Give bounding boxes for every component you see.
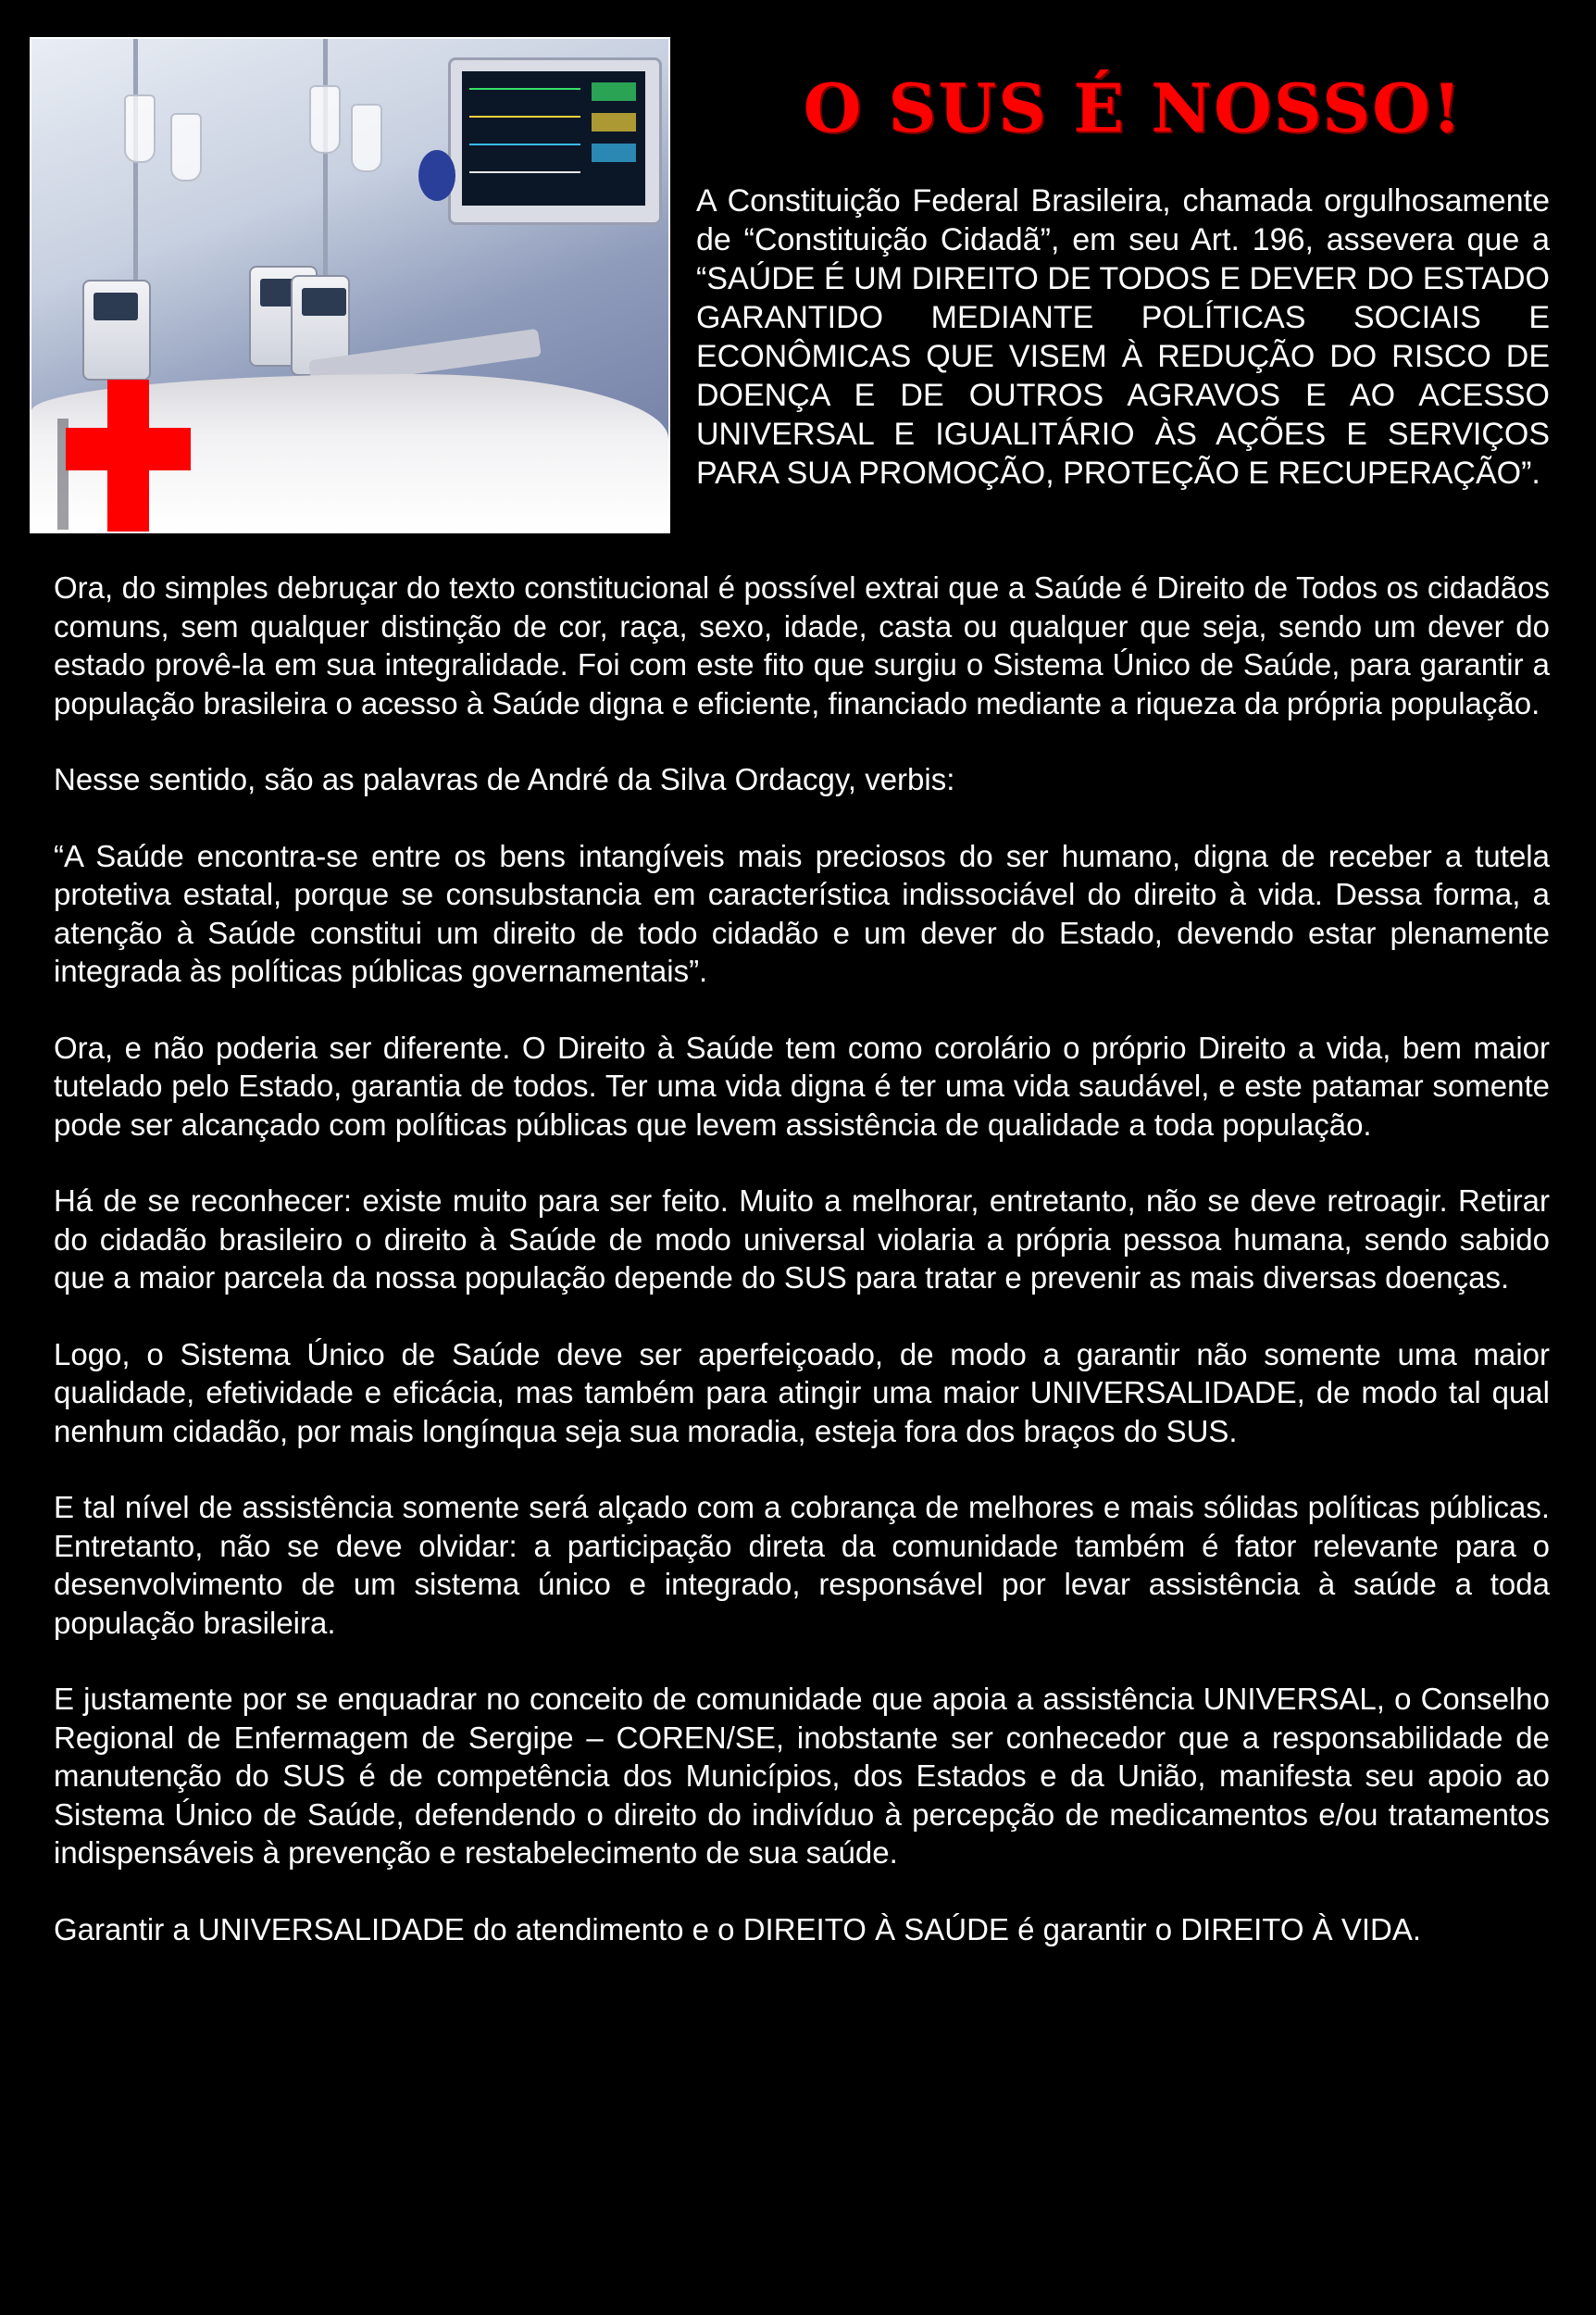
monitor-readout (592, 113, 636, 131)
iv-bag (351, 104, 382, 172)
intro-paragraph: A Constituição Federal Brasileira, chamada orgulhosamente de “Constituição Cidadã”, em seu Art. 196, assevera que a “SAÚDE É UM DIREITO DE TODOS E DEVER DO ESTADO GARANTIDO MEDIANTE POLÍTICAS SOCIAIS E ECONÔMICAS QUE VISEM À REDUÇÃO DO RISCO DE DOENÇA E DE OUTROS AGRAVOS E AO ACESSO UNIVERSAL E IGUALITÁRIO ÀS AÇÕES E SERVIÇOS PARA SUA PROMOÇÃO, PROTEÇÃO E RECUPERAÇÃO”. (696, 183, 1550, 491)
body-paragraph: Nesse sentido, são as palavras de André da Silva Ordacgy, verbis: (54, 762, 955, 796)
resuscitator-bag (418, 150, 455, 201)
monitor-readout (592, 82, 636, 101)
iv-bag (170, 113, 202, 181)
infusion-pump (82, 280, 151, 381)
monitor-trace (469, 88, 580, 90)
iv-bag (309, 85, 341, 154)
body-text (54, 569, 1550, 1986)
body-paragraph: E justamente por se enquadrar no conceito de comunidade que apoia a assistência UNIVERSAL, o Conselho Regional de Enfermagem de Sergipe – COREN/SE, inobstante ser conhecedor que a responsabilidade de manutenção do SUS é de competência dos Municípios, dos Estados e da União, manifesta seu apoio ao Sistema Único de Saúde, defendendo o direito do indivíduo à percepção de medicamentos e/ou tratamentos indispensáveis à prevenção e restabelecimento de sua saúde. (54, 1682, 1550, 1870)
body-paragraph: Há de se reconhecer: existe muito para ser feito. Muito a melhorar, entretanto, não se deve retroagir. Retirar do cidadão brasileiro o direito à Saúde de modo universal violaria a própria pessoa humana, sendo sabido que a maior parcela da nossa população depende do SUS para tratar e prevenir as mais diversas doenças. (54, 1183, 1550, 1295)
monitor-trace (469, 144, 580, 145)
monitor-trace (469, 116, 580, 118)
body-paragraph: Ora, do simples debruçar do texto constitucional é possível extrai que a Saúde é Direito de Todos os cidadãos comuns, sem qualquer distinção de cor, raça, sexo, idade, casta ou qualquer que seja, sendo um dever do estado provê-la em sua integralidade. Foi com este fito que surgiu o Sistema Único de Saúde, para garantir a população brasileira o acesso à Saúde digna e eficiente, financiado mediante a riqueza da própria população. (54, 570, 1550, 720)
hospital-photo (30, 37, 670, 533)
monitor-trace (469, 171, 580, 173)
closing-paragraph: Garantir a UNIVERSALIDADE do atendimento e o DIREITO À SAÚDE é garantir o DIREITO À VIDA. (54, 1911, 1422, 1946)
poster-title: O SUS É NOSSO! (803, 69, 1464, 147)
body-paragraph: E tal nível de assistência somente será alçado com a cobrança de melhores e mais sólidas políticas públicas. Entretanto, não se deve olvidar: a participação direta da comunidade também é fator relevante para o desenvolvimento de um sistema único e integrado, responsável por levar assistência à saúde a toda população brasileira. (54, 1490, 1550, 1640)
iv-bag (124, 94, 156, 163)
patient-monitor (448, 57, 662, 225)
monitor-readout (592, 144, 636, 162)
quote-paragraph: “A Saúde encontra-se entre os bens intangíveis mais preciosos do ser humano, digna de receber a tutela protetiva estatal, porque se consubstancia em característica indissociável do direito à vida. Dessa forma, a atenção à Saúde constitui um direito de todo cidadão e um dever do Estado, devendo estar plenamente integrada às políticas públicas governamentais”. (54, 838, 1550, 988)
monitor-screen (462, 71, 645, 206)
red-cross-icon-bar (66, 428, 191, 470)
body-paragraph: Logo, o Sistema Único de Saúde deve ser aperfeiçoado, de modo a garantir não somente uma maior qualidade, efetividade e eficácia, mas também para atingir uma maior UNIVERSALIDADE, de modo tal qual nenhum cidadão, por mais longínqua seja sua moradia, esteja fora dos braços do SUS. (54, 1336, 1550, 1448)
body-paragraph: Ora, e não poderia ser diferente. O Direito à Saúde tem como corolário o próprio Direito a vida, bem maior tutelado pelo Estado, garantia de todos. Ter uma vida digna é ter uma vida saudável, e este patamar somente pode ser alcançado com políticas públicas que levem assistência de qualidade a toda população. (54, 1030, 1550, 1142)
